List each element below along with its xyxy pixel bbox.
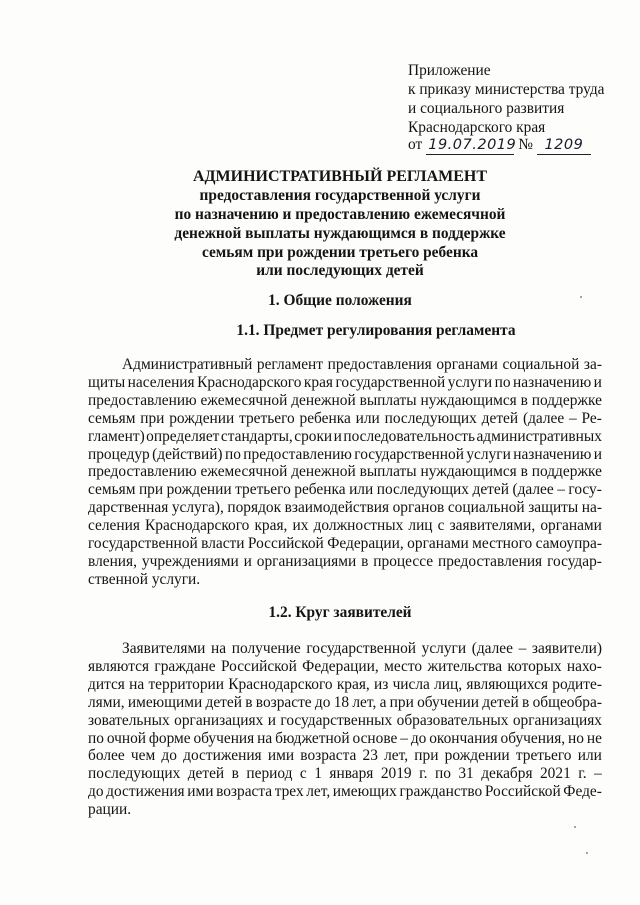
word: на [211, 640, 227, 657]
word: возраста [300, 747, 357, 765]
paragraph-line [122, 640, 602, 658]
word: имеющими [127, 693, 203, 711]
word: рождении [169, 409, 235, 427]
appendix-date-row [408, 136, 591, 155]
word: обучения [193, 729, 255, 747]
word: услуги [447, 373, 493, 391]
word: г. [419, 765, 428, 783]
word: назначению [513, 373, 592, 391]
word: являются [88, 657, 150, 675]
word: Российской [484, 783, 561, 801]
word: до [161, 747, 177, 765]
word: достижения [106, 783, 185, 801]
word: – [518, 640, 527, 657]
word: Краснодарского [197, 373, 302, 391]
word: по [494, 373, 511, 391]
word: нахо- [566, 657, 602, 675]
word: 1 [314, 765, 322, 783]
title-subline: предоставления государственной услуги [199, 187, 481, 204]
paragraph-line [88, 553, 602, 571]
paragraph-line [88, 374, 602, 392]
word: чем [130, 747, 156, 765]
word: детей [481, 409, 519, 427]
word: услуги [421, 640, 467, 657]
word: до [410, 729, 427, 747]
paragraph-line [88, 765, 602, 783]
word: ими [187, 783, 214, 801]
word: края, [336, 675, 370, 693]
word: родите- [552, 675, 602, 693]
word: учреждениями [141, 552, 239, 570]
word: при [138, 481, 164, 499]
word: с [437, 517, 445, 535]
word: и [243, 552, 252, 570]
word: государ- [547, 552, 602, 570]
word: социальной [447, 499, 525, 517]
word: предоставлению [243, 445, 352, 463]
word: в [520, 391, 528, 409]
word: до [88, 783, 104, 801]
word: поддержке [531, 391, 602, 409]
scan-speck [586, 852, 588, 854]
word: взаимодействия [284, 499, 390, 517]
word: должностных [313, 517, 404, 535]
word: 31 [458, 765, 474, 783]
word: лиц [408, 517, 433, 535]
paragraph-line [88, 481, 602, 499]
word: граждане [154, 657, 216, 675]
word: а [379, 693, 387, 711]
scan-speck [580, 296, 582, 298]
word: лиц, [434, 675, 463, 693]
word: обучения, [500, 729, 566, 747]
word: на [129, 675, 145, 693]
word: последующих [376, 481, 469, 499]
word: семьям [88, 481, 136, 499]
word: Краснодарского [145, 517, 250, 535]
title-subline: по назначению и предоставлению ежемесячной [174, 206, 506, 223]
word: процедур [88, 445, 150, 463]
paragraph-line [88, 535, 602, 553]
word: заявителями, [449, 517, 536, 535]
word: государственной [88, 535, 198, 552]
word: нуждающимся [420, 463, 517, 481]
word: ребенка [299, 409, 351, 427]
word: государственной [335, 373, 446, 391]
word: и [593, 445, 602, 463]
word: в [522, 693, 530, 711]
word: органов [392, 499, 445, 517]
word: Ре- [581, 409, 602, 427]
word: или [577, 747, 602, 765]
word: обучении [417, 693, 480, 711]
word: местного [472, 535, 533, 552]
word: место [384, 657, 423, 675]
word: услуга), [171, 499, 224, 517]
word: по [88, 729, 104, 747]
word: жительства [427, 657, 503, 675]
word: января [329, 765, 374, 783]
scan-speck [574, 826, 576, 828]
word: гражданство [399, 783, 483, 801]
word: денежной [291, 391, 356, 409]
word: с [299, 765, 307, 783]
word: назначению [513, 445, 592, 463]
paragraph-line [88, 730, 602, 748]
paragraph-line [88, 392, 602, 410]
word: вления, [88, 552, 137, 570]
date-prefix: от [408, 136, 423, 153]
appendix-line-3: и социального развития [408, 100, 565, 117]
word: нуждающимся [420, 391, 517, 409]
handwritten-number: 1209 [537, 136, 591, 155]
word: по [224, 445, 241, 463]
word: края [303, 373, 334, 391]
word: ими [267, 747, 295, 765]
word: рождении [166, 481, 232, 499]
word: государственной [354, 445, 464, 463]
paragraph-line [88, 783, 602, 801]
word: более [88, 747, 125, 765]
word: детей [472, 481, 509, 499]
word: на [257, 729, 273, 747]
word: услуги [466, 445, 511, 463]
word: (далее [512, 481, 554, 499]
word: их [292, 517, 309, 535]
word: Административный [122, 356, 253, 373]
word: организациях [174, 711, 264, 729]
word: предоставлению [88, 391, 197, 409]
paragraph-line [88, 499, 602, 517]
word: или [349, 481, 374, 499]
word: при [414, 747, 439, 765]
word: поддержке [531, 463, 602, 481]
word: селения [88, 517, 140, 535]
paragraph-line [88, 676, 602, 694]
document-title: АДМИНИСТРАТИВНЫЙ РЕГЛАМЕНТ [192, 168, 488, 185]
paragraph-line [88, 410, 602, 428]
word: декабря [481, 765, 533, 783]
word: общеобра- [532, 693, 602, 711]
word: органами [407, 535, 469, 552]
word: (далее [522, 409, 565, 427]
word: образовательных [396, 711, 509, 729]
word: края, [254, 517, 288, 535]
word: заявители) [531, 640, 602, 657]
word: последующих [88, 765, 181, 783]
handwritten-date: 19.07.2019 [428, 137, 517, 153]
word: в [520, 463, 528, 481]
word: – [400, 729, 408, 747]
word: в [245, 693, 253, 711]
word: или [355, 409, 380, 427]
word: по [434, 765, 451, 783]
word: организациях [512, 711, 602, 729]
word: период [246, 765, 293, 783]
word: (действий) [152, 445, 223, 463]
word: выплаты [359, 463, 417, 481]
word: не [586, 729, 602, 747]
word: Заявителями [122, 640, 206, 657]
word: – [557, 481, 565, 499]
word: на- [581, 499, 602, 517]
word: 2021 [539, 765, 571, 783]
word: в [231, 765, 239, 783]
word: государственной [306, 640, 417, 657]
word: сроки [294, 427, 333, 445]
word: предоставления [327, 356, 432, 373]
word: получение [231, 640, 301, 657]
paragraph-line [88, 517, 602, 535]
word: самоупра- [535, 535, 602, 552]
word: Феде- [563, 783, 602, 801]
word: детей [205, 693, 242, 711]
word: и [333, 427, 342, 445]
word: власти [201, 535, 245, 552]
word: Российской [220, 657, 297, 675]
word: населения [127, 373, 195, 391]
word: которых [507, 657, 562, 675]
word: процессе [373, 552, 434, 570]
word: третьего [239, 409, 295, 427]
word: детей [187, 765, 225, 783]
word: г. [578, 765, 587, 783]
word: форме [148, 729, 191, 747]
word: детей [482, 693, 519, 711]
paragraph-line [122, 356, 602, 374]
word: лет, [352, 693, 377, 711]
word: – [594, 765, 602, 783]
word: социальной [502, 356, 580, 373]
word: очной [106, 729, 147, 747]
word: денежной [291, 463, 356, 481]
word: лет, [384, 747, 409, 765]
word: административных [476, 427, 602, 445]
word: гламент) [88, 427, 145, 445]
word: трех [274, 783, 304, 801]
word: семьям [88, 409, 136, 427]
paragraph-line [88, 463, 602, 481]
paragraph-line [88, 694, 602, 712]
word: ежемесячной [200, 391, 288, 409]
word: органами [540, 517, 602, 535]
title-subline: или последующих детей [256, 262, 424, 279]
word: зовательных [88, 711, 170, 729]
word: щиты [88, 373, 126, 391]
word: 23 [362, 747, 378, 765]
word: в [361, 552, 369, 570]
word: дится [88, 675, 125, 693]
word: рождении [444, 747, 510, 765]
word: за- [583, 356, 602, 373]
paragraph-line: рации. [88, 801, 132, 819]
word: достижения [183, 747, 262, 765]
appendix-line-2: к приказу министерства труда [408, 81, 605, 98]
word: предоставления [437, 552, 543, 570]
word: 2019 [380, 765, 412, 783]
paragraph-line [88, 658, 602, 676]
word: до [314, 693, 331, 711]
word: определяет [146, 427, 220, 445]
word: числа [392, 675, 430, 693]
word: Федерации, [327, 535, 404, 552]
word: государственных [280, 711, 393, 729]
word: из [374, 675, 389, 693]
word: госу- [568, 481, 602, 499]
word: являющихся [466, 675, 549, 693]
number-prefix: № [518, 136, 533, 153]
word: и [593, 373, 602, 391]
word: ребенка [294, 481, 346, 499]
paragraph-line [88, 712, 602, 730]
section-subheading: 1.1. Предмет регулирования регламента [236, 322, 516, 339]
paragraph-line [88, 428, 602, 446]
word: 18 [333, 693, 350, 711]
word: но [568, 729, 584, 747]
word: бюджетной [275, 729, 350, 747]
word: регламент [256, 356, 323, 373]
appendix-line-4: Краснодарского края [408, 119, 546, 136]
word: дарственная [88, 499, 169, 517]
word: и [267, 711, 276, 729]
word: порядок [227, 499, 282, 517]
paragraph-line [88, 747, 602, 765]
word: (далее [471, 640, 513, 657]
word: органами [436, 356, 498, 373]
word: при [389, 693, 414, 711]
section-heading: 1. Общие положения [268, 292, 412, 309]
word: возрасте [255, 693, 312, 711]
word: – [569, 409, 577, 427]
word: возраста [216, 783, 273, 801]
word: предоставлению [88, 463, 197, 481]
section-subheading: 1.2. Круг заявителей [268, 604, 412, 621]
word: лями, [88, 693, 125, 711]
word: организациями [256, 552, 357, 570]
word: лет, [306, 783, 331, 801]
word: последовательность [343, 427, 475, 445]
word: третьего [515, 747, 572, 765]
word: территории [148, 675, 225, 693]
word: третьего [235, 481, 291, 499]
word: ежемесячной [200, 463, 288, 481]
word: защиты [528, 499, 579, 517]
word: Российской [247, 535, 324, 552]
word: Федерации, [302, 657, 379, 675]
word: выплаты [359, 391, 417, 409]
word: при [140, 409, 165, 427]
appendix-line-1: Приложение [408, 62, 491, 79]
word: стандарты, [220, 427, 293, 445]
word: Краснодарского [228, 675, 333, 693]
word: основе [352, 729, 398, 747]
title-subline: денежной выплаты нуждающимся в поддержке [174, 225, 506, 242]
word: имеющих [332, 783, 397, 801]
paragraph-line: ственной услуги. [88, 570, 201, 588]
word: окончания [429, 729, 498, 747]
paragraph-line [88, 446, 602, 464]
word: последующих [384, 409, 477, 427]
title-subline: семьям при рождении третьего ребенка [201, 244, 479, 261]
